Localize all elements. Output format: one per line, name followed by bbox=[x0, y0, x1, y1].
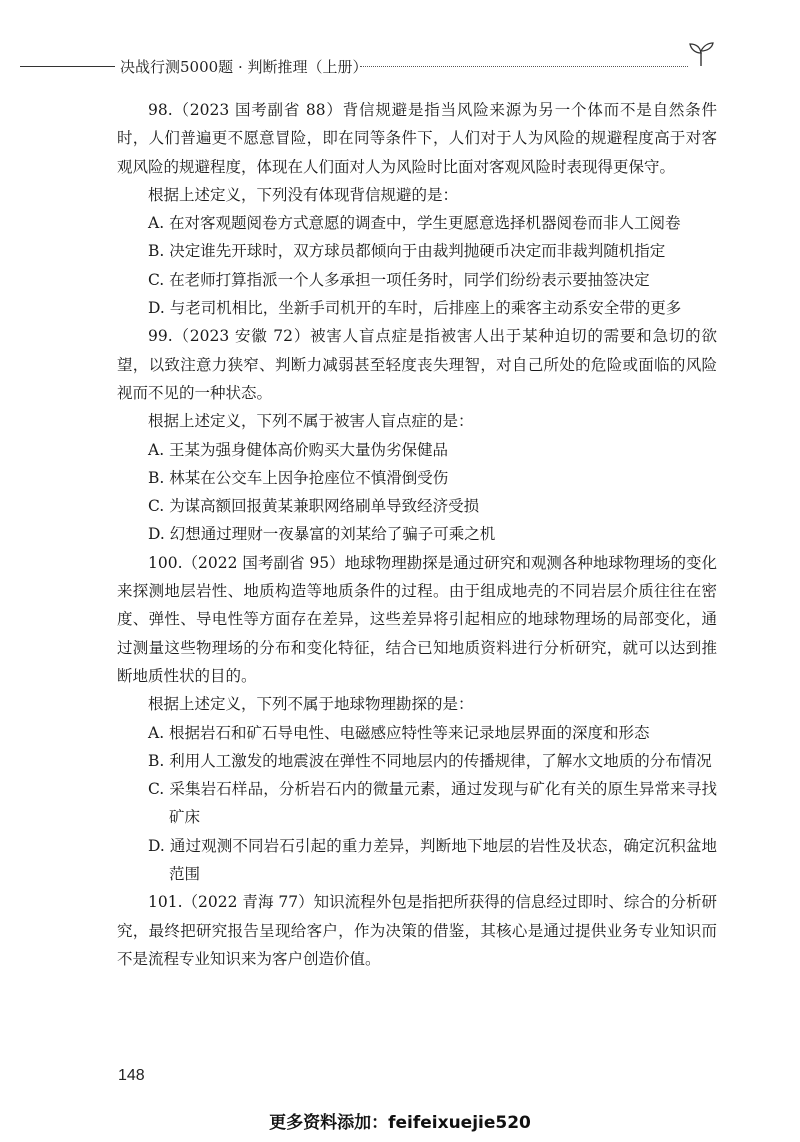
question-98-text: 98.（2023 国考副省 88）背信规避是指当风险来源为另一个体而不是自然条件时，人们普遍更不愿意冒险，即在同等条件下，人们对于人为风险的规避程度高于对客观风险的规避程度，体现在人们面对人为风险时比面对客观风险时表现得更保守。 bbox=[117, 101, 717, 176]
question-98-stem: 根据上述定义，下列没有体现背信规避的是： bbox=[148, 185, 459, 204]
question-99-stem: 根据上述定义，下列不属于被害人盲点症的是： bbox=[148, 412, 474, 431]
question-99-option-c: C. 为谋高额回报黄某兼职网络刷单导致经济受损 bbox=[148, 497, 480, 516]
question-99-option-b: B. 林某在公交车上因争抢座位不慎滑倒受伤 bbox=[148, 468, 449, 487]
question-100-option-b: B. 利用人工激发的地震波在弹性不同地层内的传播规律，了解水文地质的分布情况 bbox=[148, 751, 712, 770]
question-99-option-a: A. 王某为强身健体高价购买大量伪劣保健品 bbox=[148, 440, 449, 459]
book-title: 决战行测5000题 · 判断推理（上册） bbox=[120, 58, 368, 76]
header-rule-left bbox=[20, 66, 115, 67]
question-98-option-d: D. 与老司机相比，坐新手司机开的车时，后排座上的乘客主动系安全带的更多 bbox=[148, 299, 682, 318]
question-99-option-d: D. 幻想通过理财一夜暴富的刘某给了骗子可乘之机 bbox=[148, 525, 496, 544]
sprout-icon bbox=[686, 38, 716, 68]
page-content bbox=[117, 96, 717, 973]
question-98-option-a: A. 在对客观题阅卷方式意愿的调查中，学生更愿意选择机器阅卷而非人工阅卷 bbox=[148, 214, 681, 233]
question-101-text: 101.（2022 青海 77）知识流程外包是指把所获得的信息经过即时、综合的分析研究，最终把研究报告呈现给客户，作为决策的借鉴，其核心是通过提供业务专业知识而不是流程专业知识来为客户创造价值。 bbox=[117, 893, 717, 968]
question-100-stem: 根据上述定义，下列不属于地球物理勘探的是： bbox=[148, 695, 474, 714]
question-100-option-a: A. 根据岩石和矿石导电性、电磁感应特性等来记录地层界面的深度和形态 bbox=[148, 723, 650, 742]
question-98-option-b: B. 决定谁先开球时，双方球员都倾向于由裁判抛硬币决定而非裁判随机指定 bbox=[148, 242, 666, 261]
footer-watermark: 更多资料添加：feifeixuejie520 bbox=[269, 1113, 531, 1133]
question-98-option-c: C. 在老师打算指派一个人多承担一项任务时，同学们纷纷表示要抽签决定 bbox=[148, 270, 650, 289]
question-99-text: 99.（2023 安徽 72）被害人盲点症是指被害人出于某种迫切的需要和急切的欲望，以致注意力狭窄、判断力减弱甚至轻度丧失理智，对自己所处的危险或面临的风险视而不见的一种状态。 bbox=[117, 327, 717, 402]
header-rule-right bbox=[360, 66, 688, 67]
question-100-text: 100.（2022 国考副省 95）地球物理勘探是通过研究和观测各种地球物理场的变化来探测地层岩性、地质构造等地质条件的过程。由于组成地壳的不同岩层介质往往在密度、弹性、导电性等方面存在差异，这些差异将引起相应的地球物理场的局部变化，通过测量这些物理场的分布和变化特征，结合已知地质资料进行分析研究，就可以达到推断地质性状的目的。 bbox=[117, 553, 717, 685]
question-100-option-d: D. 通过观测不同岩石引起的重力差异，判断地下地层的岩性及状态，确定沉积盆地范围 bbox=[148, 836, 717, 884]
question-100-option-c: C. 采集岩石样品，分析岩石内的微量元素，通过发现与矿化有关的原生异常来寻找矿床 bbox=[148, 780, 717, 827]
running-header bbox=[0, 52, 800, 82]
page-number: 148 bbox=[118, 1067, 145, 1084]
